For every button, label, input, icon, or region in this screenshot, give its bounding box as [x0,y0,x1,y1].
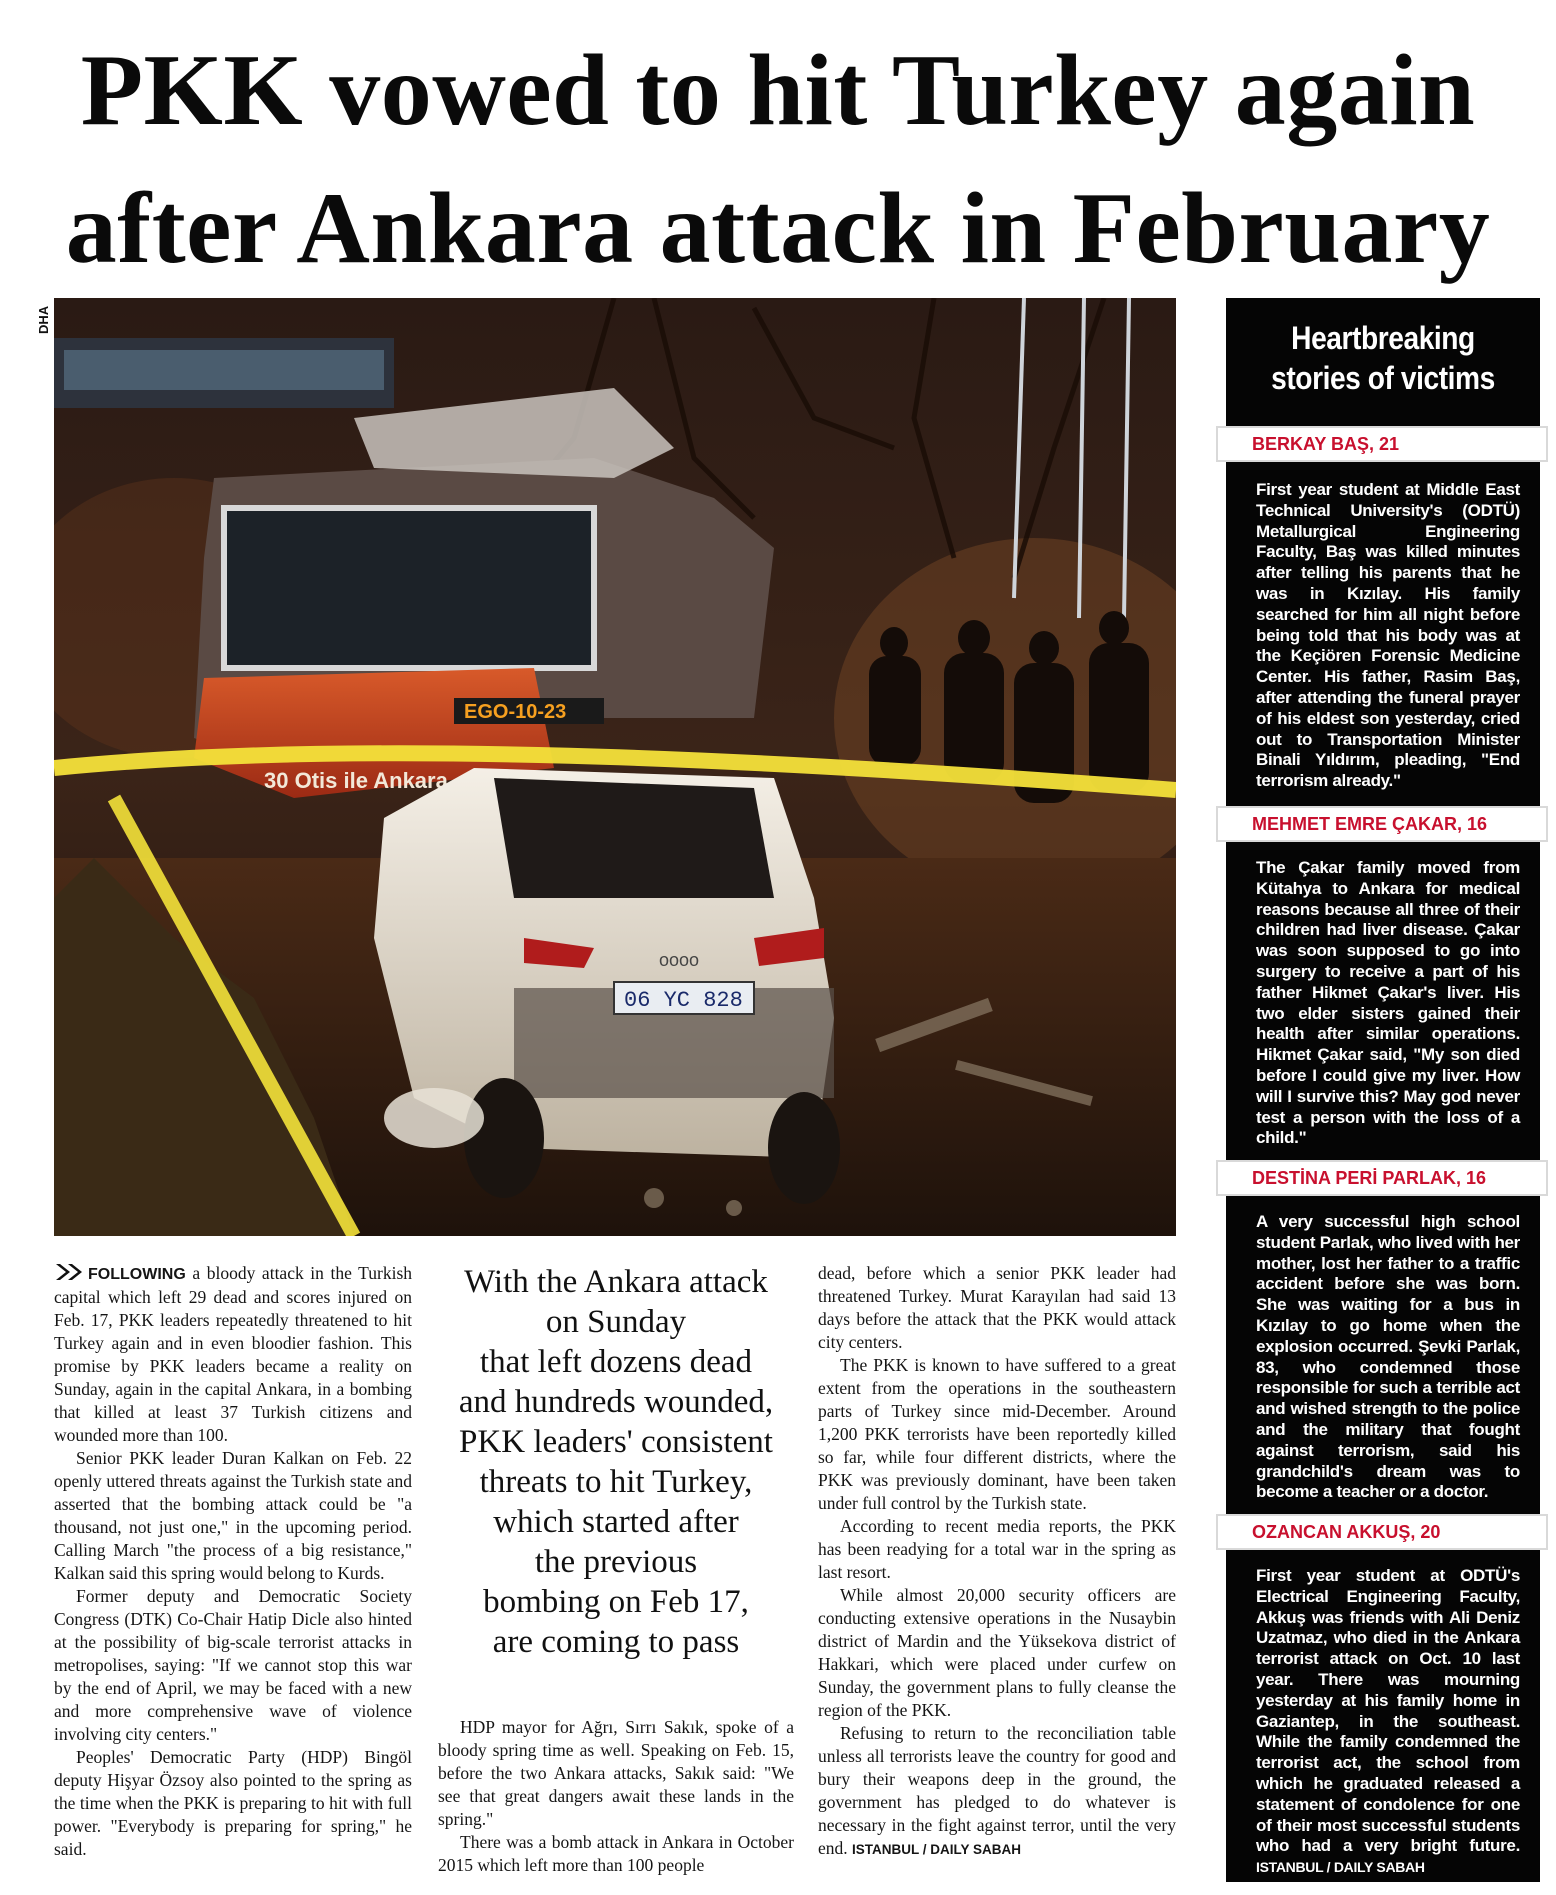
victim-name: OZANCAN AKKUŞ, 20 [1216,1514,1548,1550]
sidebar-title-line-1: Heartbreaking [1291,320,1475,356]
sidebar-title-line-2: stories of victims [1271,360,1495,396]
victim-name: BERKAY BAŞ, 21 [1216,426,1548,462]
pull-quote-line: PKK leaders' consistent [459,1424,773,1460]
pull-quote [438,1262,794,1662]
license-plate-text: 06 YC 828 [624,988,743,1013]
pull-quote-line: which started after [493,1504,739,1540]
article-paragraph: According to recent media reports, the PKK has been readying for a total war in the spring as last resort. [818,1516,1176,1582]
article-paragraph: HDP mayor for Ağrı, Sırrı Sakık, spoke of a bloody spring time as well. Speaking on Feb. 15, before the two Ankara attacks, Sakık said: "We see that great dangers await these lands in the spring." [438,1717,794,1829]
paragraph-text: Refusing to return to the reconciliation table unless all terrorists leave the country for good and bury their weapons deep in the ground, the government has pledged to do whatever is necessary in the fight against terror, until the very end. [818,1723,1176,1858]
bus-text: 30 Otis ile Ankara [264,768,448,793]
victim-name: MEHMET EMRE ÇAKAR, 16 [1216,806,1548,842]
article-paragraph: There was a bomb attack in Ankara in October 2015 which left more than 100 people [438,1832,794,1875]
sidebar-title [1245,318,1521,398]
victim-story: A very successful high school student Parlak, who lived with her mother, lost her father to a traffic accident before she was born. She was waiting for a bus in Kızılay to go home when the explosion occurred. Şevki Parlak, 83, who condemned those responsible for such a terrible act and wished strength to the police and the military that fought against terrorism, said his grandchild's dream was to become a teacher or a doctor. [1256,1212,1520,1502]
photo-credit: DHA [36,305,51,335]
victim-story: First year student at Middle East Technical University's (ODTÜ) Metallurgical Engineering Faculty, Baş was killed minutes after telling his parents that he was in Kızılay. His family searched for him all night before being told that his body was at the Keçiören Forensic Medicine Center. His father, Rasim Baş, after attending the funeral prayer of his eldest son yesterday, cried out to Transportation Minister Binali Yıldırım, pleading, "End terrorism already." [1256,480,1520,791]
sidebar-signature: ISTANBUL / DAILY SABAH [1256,1859,1425,1876]
pull-quote-line: that left dozens dead [479,1344,753,1380]
article-paragraph: dead, before which a senior PKK leader had threatened Turkey. Murat Karayılan had said 13 days before the attack that the PKK would attack city centers. [818,1263,1176,1352]
victim-story: The Çakar family moved from Kütahya to Ankara for medical reasons because all three of their children had liver disease. Çakar was soon supposed to go into surgery to receive a part of his father Hikmet Çakar's liver. His two elder sisters gained their health after similar operations. Hikmet Çakar said, "My son died before I could give my liver. How will I survive this? May god never test a person with the loss of a child." [1256,858,1520,1148]
victims-sidebar [1226,298,1540,1882]
lead-word: FOLLOWING [88,1266,186,1283]
article-column-3 [818,1262,1176,1861]
article-paragraph: Former deputy and Democratic Society Congress (DTK) Co-Chair Hatip Dicle also hinted at the possibility of big-scale terrorist attacks in metropolises, saying: "If we cannot stop this war by the end of April, we may be faced with a new and more comprehensive wave of violence involving city centers." [54,1586,412,1744]
article-signature: ISTANBUL / DAILY SABAH [852,1842,1022,1857]
pull-quote-line: the previous [534,1544,698,1580]
pull-quote-line: and hundreds wounded, [458,1384,774,1420]
victim-story [1256,1566,1520,1878]
article-column-2 [438,1716,794,1877]
pull-quote-line: are coming to pass [492,1624,740,1660]
article-paragraph: Peoples' Democratic Party (HDP) Bingöl deputy Hişyar Özsoy also pointed to the spring as the time when the PKK is preparing to hit with full power. "Everybody is preparing for spring," he said. [54,1747,412,1859]
headline-line-2: after Ankara attack in February [65,172,1491,285]
bus-sign: EGO-10-23 [464,701,567,723]
article-paragraph: The PKK is known to have suffered to a great extent from the operations in the southeastern parts of Turkey since mid-December. Around 1,200 PKK terrorists have been reportedly killed so far, while four different districts, where the PKK was previously dominant, have been taken under full control by the Turkish state. [818,1355,1176,1513]
article-column-1 [54,1262,412,1861]
victim-story-text: First year student at ODTÜ's Electrical Engineering Faculty, Akkuş was friends with Ali Deniz Uzatmaz, who died in the Ankara terrorist attack on Oct. 10 last year. There was mourning yesterday at his family home in Gaziantep, in the southeast. While the family condemned the terrorist act, the school from which he graduated released a statement of condolence for one of their most successful students who had a very bright future. [1256,1566,1520,1856]
lead-paragraph-text: a bloody attack in the Turkish capital which left 29 dead and scores injured on Feb. 17, PKK leaders repeatedly threatened to hit Turkey again and in even bloodier fashion. This promise by PKK leaders became a reality on Sunday, again in the capital Ankara, in a bombing that killed at least 37 Turkish citizens and wounded more than 100. [54,1263,412,1445]
headline [0,22,1556,298]
chevron-right-icon [54,1262,88,1282]
pull-quote-line: bombing on Feb 17, [483,1584,749,1620]
car-logo: oooo [659,950,700,970]
news-photo [54,298,1176,1236]
article-paragraph: While almost 20,000 security officers are conducting extensive operations in the Nusaybin district of Mardin and the Yüksekova district of Hakkari, which were placed under curfew on Sunday, the government plans to fully cleanse the region of the PKK. [818,1585,1176,1720]
article-paragraph [818,1722,1176,1861]
article-paragraph: Senior PKK leader Duran Kalkan on Feb. 22 openly uttered threats against the Turkish state and asserted that the bombing attack could be "a thousand, not just one," in the upcoming period. Calling March "the process of a big resistance," Kalkan said this spring would belong to Kurds. [54,1448,412,1583]
photo-illustration [54,298,1176,1236]
victim-name: DESTİNA PERİ PARLAK, 16 [1216,1160,1548,1196]
headline-line-1: PKK vowed to hit Turkey again [80,34,1476,147]
pull-quote-line: threats to hit Turkey, [479,1464,753,1500]
pull-quote-line: on Sunday [545,1304,687,1340]
article-paragraph [54,1262,412,1447]
pull-quote-line: With the Ankara attack [464,1264,768,1300]
